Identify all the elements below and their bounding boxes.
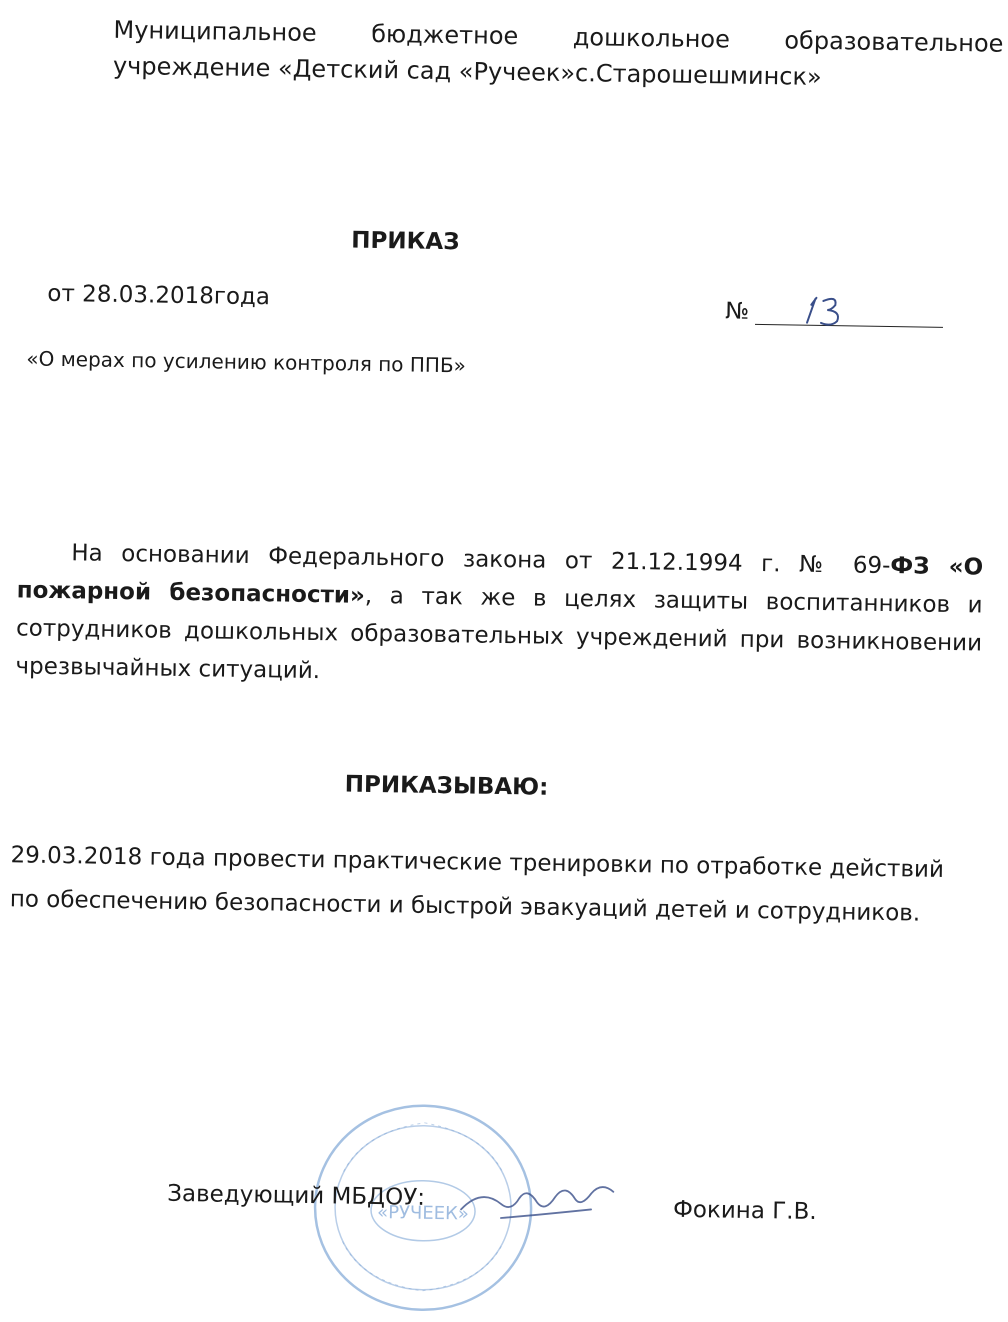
org-word: Муниципальное [113,15,317,47]
handwritten-signature [441,1167,622,1230]
org-word: образовательное [784,26,1004,58]
document-date: от 28.03.2018года [47,280,271,311]
stamp-text: «РУЧЕЕК» [376,1202,470,1225]
preamble-text-start: На основании Федерального закона от 21.12.1994 г. № 69- [71,540,891,580]
number-label: № [724,298,750,325]
preamble-text-end: , а так же в целях защиты воспитанников и сотрудников дошкольных образовательных учреждений при возникновении чрезвычайных ситуаций. [15,582,983,685]
document-title: ПРИКАЗ [351,227,460,256]
signer-position: Заведующий МБДОУ: [167,1180,426,1211]
organization-name-line2: учреждение «Детский сад «Ручеек»с.Старошешминск» [112,51,822,91]
law-title: ФЗ «О пожарной безопасности» [16,553,984,609]
handwritten-number [801,293,852,330]
org-word: бюджетное [370,19,519,51]
order-paragraph: 29.03.2018 года провести практические тренировки по отработке действий по обеспечению безопасности и быстрой эвакуаций детей и сотрудников. [9,842,945,927]
document-subject: «О мерах по усилению контроля по ППБ» [26,346,467,378]
preamble-paragraph [15,533,983,700]
org-word: дошкольное [572,23,731,54]
document-number [725,293,943,327]
signer-name: Фокина Г.В. [672,1196,817,1225]
order-heading: ПРИКАЗЫВАЮ: [344,771,549,801]
organization-name-line1 [113,16,1003,58]
number-field [755,294,943,328]
